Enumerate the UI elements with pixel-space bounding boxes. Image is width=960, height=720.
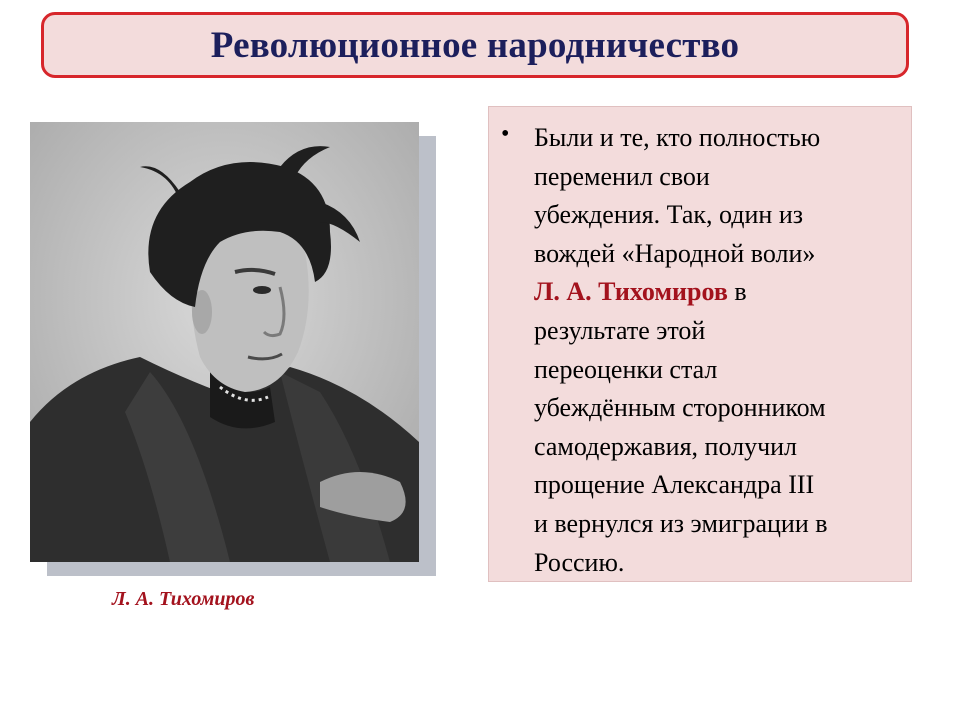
text-line: самодержавия, получил <box>534 431 798 461</box>
text-line-with-name <box>534 273 894 312</box>
text-line: Были и те, кто полностью <box>534 123 821 152</box>
title-banner <box>41 12 909 78</box>
portrait-photo <box>30 122 419 562</box>
bullet-marker: • <box>501 121 510 147</box>
text-line: переоценки стал <box>534 354 718 384</box>
bullet-text <box>534 119 894 582</box>
text-line: и вернулся из эмиграции в <box>534 508 828 538</box>
text-line: переменил свои <box>534 161 710 191</box>
slide-title: Революционное народничество <box>210 24 740 66</box>
photo-caption: Л. А. Тихомиров <box>112 588 255 610</box>
text-line: результате этой <box>534 315 706 345</box>
text-line: убеждения. Так, один из <box>534 200 804 230</box>
portrait-image <box>30 122 419 562</box>
text-panel <box>488 106 912 582</box>
text-line: убеждённым сторонником <box>534 393 826 423</box>
text-line: прощение Александра III <box>534 470 815 500</box>
text-fragment: в <box>727 277 747 307</box>
text-line: Россию. <box>534 547 625 577</box>
text-line: вождей «Народной воли» <box>534 238 816 268</box>
highlighted-name: Л. А. Тихомиров <box>534 277 728 307</box>
